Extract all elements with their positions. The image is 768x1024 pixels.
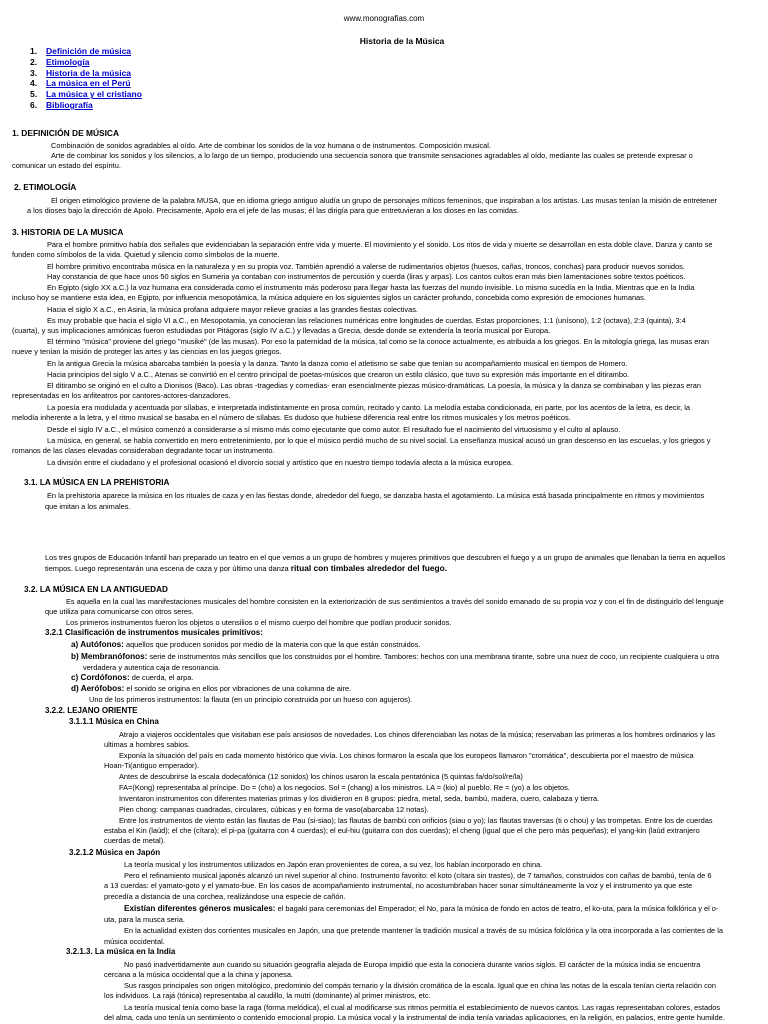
line-text: aquellos que producen sonidos por medio de la materia con que la que están construidos.	[123, 640, 421, 649]
paragraph-line	[71, 640, 421, 649]
toc-item	[30, 68, 142, 79]
line-text: serie de instrumentos más sencillos que los construidos por el hombre. Tambores: hechos con una membrana tirante, sobre una nuez de coco, un recipiente cualquiera u otra	[147, 652, 720, 661]
paragraph-line: música occidental.	[104, 937, 165, 946]
paragraph-line: uta, para la musca seria.	[104, 915, 185, 924]
page-title: Historia de la Música	[359, 36, 445, 46]
paragraph-line: verdadera y autentica caja de resonancia.	[83, 663, 221, 672]
paragraph-line: Los tres grupos de Educación Infantil han preparado un teatro en el que vemos a un grupo de hombres y mujeres primitivos que descubren el fuego y a un grupo de animales que llenaban la tierra en aquellos	[45, 553, 726, 562]
paragraph-line: Sus rasgos principales son origen mitológico, predominio del compás ternario y la división cromática de la escala. Igual que en china las notas de la escala tenían cierta relación con	[124, 981, 716, 990]
paragraph-line: Combinación de sonidos agradables al oído. Arte de combinar los sonidos de la voz humana o de instrumentos. Composición musical.	[51, 141, 491, 150]
section-heading: 3. HISTORIA DE LA MUSICA	[12, 227, 124, 237]
toc-item	[30, 78, 142, 89]
paragraph-line: Inventaron instrumentos con diferentes materias primas y los dividieron en 8 grupos: piedra, metal, seda, bambú, madera, cuero, calabaza y tierra.	[119, 794, 600, 803]
paragraph-line: Atrajo a viajeros occidentales que visitaban ese país ansiosos de novedades. Los chinos diferenciaban las notas de la música; reservaban las primeras a los hombres ordinarios y las	[119, 730, 716, 739]
paragraph-line: Entre los instrumentos de viento están las flautas de Pau (si-siao); las flautas de bambú con orificios (siau o yo); las flautas traversas (ti o chou) y las trompetas. Entre los de cuerdas	[119, 816, 713, 825]
line-text: el bagaki para ceremonias del Emperador; el No, para la música de fondo en actos de teatro, el ko-uta, para la música folklórica y el o-	[275, 904, 719, 913]
bold-phrase: Existían diferentes géneros musicales:	[124, 904, 276, 913]
site-url: www.monografias.com	[343, 14, 425, 23]
toc-number: 2.	[30, 56, 38, 67]
section-heading: 1. DEFINICIÓN DE MÚSICA	[12, 128, 120, 138]
paragraph-line: Antes de descubrirse la escala dodecafónica (12 sonidos) los chinos usaron la escala pentatónica (5 quintas fa/do/sol/re/la)	[119, 772, 523, 781]
paragraph-line: melodía inherente a la letra, y el ritmo musical se basaba en el número de sílabas. Es dudoso que hubiese diferencia real entre los ritmos musicales y los metros poéticos.	[12, 413, 571, 422]
toc-link[interactable]: Historia de la música	[46, 67, 132, 78]
paragraph-line: La división entre el ciudadano y el profesional ocasionó el divorcio social y artístico que en nuestro tiempo todavía afecta a la música europea.	[47, 458, 513, 467]
toc-link[interactable]: Etimología	[46, 56, 90, 67]
paragraph-line: El ditirambo se originó en el culto a Dionisos (Baco). Las obras -tragedias y comedias- eran esencialmente piezas músico-dramáticas. La poesía, la música y la danza se combinaban y las piezas eran	[47, 381, 701, 390]
paragraph-line: ultimas a hombres sabios.	[104, 740, 190, 749]
paragraph-line: En la prehistoria aparece la música en los rituales de caza y en las fiestas donde, alrededor del fuego, se danzaba hasta el agotamiento. La música está basada principalmente en ritmos y movimientos	[47, 491, 705, 500]
paragraph-line: que utiliza para comunicarse con otros seres.	[45, 607, 194, 616]
paragraph-line	[124, 904, 718, 913]
bold-phrase: c) Cordófonos:	[71, 673, 130, 682]
paragraph-line: En la antigua Grecia la música abarcaba también la poesía y la danza. Tanto la danza como el atletismo se sabe que tenían su acompañamiento musical en tiempos de Homero.	[47, 359, 628, 368]
paragraph-line: Desde el siglo IV a.C., el músico comenzó a considerarse a sí mismo más como ejecutante que como autor. El resultado fue el nacimiento del virtuosismo y el culto al aplauso.	[47, 425, 621, 434]
paragraph-line: Es muy probable que hacia el siglo VI a.C., en Mesopotamia, ya conocieran las relaciones numéricas entre longitudes de cuerdas. Estas proporciones, 1:1 (unísono), 1:2 (octava), 2:3 (quinta), 3:4	[47, 316, 686, 325]
toc-item	[30, 46, 142, 57]
paragraph-line: En la actualidad existen dos corrientes musicales en Japón, una que pretende mantener la tradición musical a través de su música folclórica y la otra incorporada a las corrientes de la	[124, 926, 723, 935]
paragraph-line: Arte de combinar los sonidos y los silencios, a lo largo de un tiempo, produciendo una secuencia sonora que transmite sensaciones agradables al oído, mediante las cuales se pretende expresar o	[51, 151, 693, 160]
line-text: tiempos. Luego representarán una escena de caza y por último una danza	[45, 564, 291, 573]
paragraph-line: En Egipto (siglo XX a.C.) la voz humana era considerada como el instrumento más poderoso para llegar hasta las fuerzas del mundo invisible. Lo mismo sucedía en la India. Mientras que en la India	[47, 283, 695, 292]
paragraph-line: FA=(Kong) representaba al príncipe. Do = (cho) a los negocios. Sol = (chang) a los ministros. LA = (kio) al pueblo. Re = (yo) a los objetos.	[119, 783, 570, 792]
paragraph-line: La poesía era modulada y acentuada por sílabas, e interpretada indistintamente en prosa común, recitado y canto. La melodía estaba condicionada, en parte, por los acentos de la letra, es decir, la	[47, 403, 690, 412]
paragraph-line: estaba el Kin (laúd); el che (cítara); el pi-pa (guitarra con 4 cuerdas); el eul-hiu (guitarra con dos cuerdas); el cheng (igual que el che pero más pequeñas); el yang-kin (laúd extranjero	[104, 826, 700, 835]
paragraph-line: (cuarta), y sus implicaciones armónicas fueron estudiadas por Pitágoras (siglo IV a.C.) y llevadas a Grecia, desde donde se extendería la teoría musical por Europa.	[12, 326, 551, 335]
paragraph-line: La teoría musical tenía como base la raga (forma melódica), el cual al modificarse sus ritmos permitía el establecimiento de nuevos cantos. Las ragas representaban colores, estados	[124, 1003, 721, 1012]
paragraph-line: representadas en los anfiteatros por cantores-actores-danzadores.	[12, 391, 231, 400]
toc-link[interactable]: Definición de música	[46, 46, 132, 56]
paragraph-line: Es aquella en la cual las manifestaciones musicales del hombre consisten en la exteriorización de sus sentimientos a través del sonido emanado de su propia voz y con el fin de distinguirlo del lenguaje	[66, 597, 724, 606]
paragraph-line: Hoan-Ti(antiguo emperador).	[104, 761, 200, 770]
section-heading: 3.2. LA MÚSICA EN LA ANTIGUEDAD	[24, 585, 168, 594]
paragraph-line: No pasó inadvertidamente aun cuando su situación geografía alejada de Europa impidió que esta la conociera durante varios siglos. El carácter de la música india se encuentra	[124, 960, 701, 969]
section-heading: 3.1. LA MÚSICA EN LA PREHISTORIA	[24, 478, 170, 487]
table-of-contents	[30, 46, 142, 111]
paragraph-line: del alma, cada uno tenía un sentimiento o contenido emocional propio. La música vocal y la instrumental de india tenía variadas aplicaciones, en la religión, en palacios, entre gente humilde.	[104, 1013, 725, 1022]
section-heading: 3.2.2. LEJANO ORIENTE	[45, 706, 138, 715]
section-heading: 3.2.1.3. La música en la India	[66, 947, 176, 956]
toc-number: 4.	[30, 78, 38, 89]
paragraph-line: precedía a distancia de una corchea, realizándose una especie de cañón.	[104, 892, 346, 901]
paragraph-line: Hay constancia de que hace unos 50 siglos en Sumeria ya contaban con instrumentos de percusión y cuerda (liras y arpas). Los cantos cultos eran más bien lamentaciones sobre textos poéticos.	[47, 272, 686, 281]
paragraph-line: Exponía la situación del país en cada momento histórico que vivía. Los chinos formaron la escala que los europeos llamaron "cromática", descubierta por el maestro de música	[119, 751, 694, 760]
bold-phrase: d) Aerófobos:	[71, 684, 125, 693]
paragraph-line	[71, 673, 193, 682]
toc-number: 5.	[30, 89, 38, 100]
paragraph-line: incluso hoy se mantiene esta idea, en Egipto, por influencia mesopotámica, la música adquiere en los siguientes siglos un carácter profundo, concebida como expresión de emociones humanas.	[12, 293, 646, 302]
toc-link[interactable]: La música en el Perú	[46, 78, 131, 89]
paragraph-line: romanos de las clases elevadas consideraban degradante tocar un instrumento.	[12, 446, 275, 455]
paragraph-line: los individuos. La rajá (tónica) representaba al caudillo, la mutri (dominante) al primer ministros, etc.	[104, 991, 431, 1000]
line-text: de cuerda, el arpa.	[129, 673, 194, 682]
bold-phrase: b) Membranófonos:	[71, 652, 148, 661]
toc-link[interactable]: Bibliografía	[46, 99, 93, 110]
paragraph-line: Hacia el siglo X a.C., en Asiria, la música profana adquiere mayor relieve gracias a las grandes fiestas colectivas.	[47, 305, 418, 314]
paragraph-line: Pero el refinamiento musical japonés alcanzó un nivel superior al chino. Instrumento favorito: el koto (cítara sin trastes), de 7 tamaños, construidos con cañas de bambú, tenía de 6	[124, 871, 712, 880]
paragraph-line: Los primeros instrumentos fueron los objetos o utensilios o el mismo cuerpo del hombre que podían producir sonidos.	[66, 618, 452, 627]
toc-number: 1.	[30, 46, 38, 56]
paragraph-line	[71, 684, 351, 693]
paragraph-line	[45, 564, 447, 573]
section-heading: 2. ETIMOLOGÍA	[14, 182, 77, 192]
paragraph-line: El término "música" proviene del griego "musiké" (de las musas). Por eso la paternidad de la música, tal como se la conoce actualmente, es atribuida a los griegos. En la mitología griega, las musas eran	[47, 337, 710, 346]
bold-phrase: a) Autófonos:	[71, 640, 124, 649]
paragraph-line: La música, en general, se había convertido en mero entretenimiento, por lo que el músico perdió mucho de su nivel social. La enseñanza musical acusó un gran descenso en las escuelas, y los griegos y	[47, 436, 711, 445]
toc-item	[30, 100, 142, 111]
paragraph-line: Uno de los primeros instrumentos: la flauta (en un principio construida por un hueso con agujeros).	[89, 695, 413, 704]
paragraph-line: cercana a la música occidental que a la china y japonesa.	[104, 970, 293, 979]
paragraph-line: Para el hombre primitivo había dos señales que evidenciaban la separación entre vida y muerte. El movimiento y el sonido. Los ritos de vida y muerte se desarrollan en esta doble clave. Danza y canto se	[47, 240, 713, 249]
paragraph-line: funden como símbolos de la vida. Quietud y silencio como símbolos de la muerte.	[12, 250, 280, 259]
section-heading: 3.2.1 Clasificación de instrumentos musicales primitivos:	[45, 628, 263, 637]
line-text: el sonido se origina en ellos por vibraciones de una columna de aire.	[124, 684, 352, 693]
bold-phrase: ritual con timbales alrededor del fuego.	[290, 563, 448, 573]
paragraph-line: que imitan a los animales.	[45, 502, 131, 511]
paragraph-line: a 13 cuerdas: el yamato-goto y el yamato-bue. En los casos de acompañamiento instrumental, no acostumbraban hacer sonar simultáneamente la voz y el instrumento ya que este	[104, 881, 693, 890]
section-heading: 3.2.1.2 Música en Japón	[69, 848, 161, 857]
toc-number: 3.	[30, 67, 38, 78]
paragraph-line: a los dioses bajo la dirección de Apolo. Precisamente, Apolo era el jefe de las musas; él las dirigía para que entretuvieran a los dioses en las comidas.	[27, 206, 519, 215]
paragraph-line: La teoría musical y los instrumentos utilizados en Japón eran provenientes de corea, a su vez, los habían incorporado en china.	[124, 860, 543, 869]
paragraph-line: Hacia principios del siglo V a.C., Atenas se convirtió en el centro principal de poetas-músicos que crearon un estilo clásico, que tuvo su expresión más importante en el ditirambo.	[47, 370, 630, 379]
paragraph-line: El hombre primitivo encontraba música en la naturaleza y en su propia voz. También aprendió a valerse de rudimentarios objetos (huesos, cañas, troncos, conchas) para producir nuevos sonidos.	[47, 262, 685, 271]
paragraph-line: comunicar un estado del espíritu.	[12, 161, 121, 170]
paragraph-line: Pien chong: campanas cuadradas, circulares, cúbicas y en forma de vaso(abarcaba 12 notas).	[119, 805, 429, 814]
toc-item	[30, 89, 142, 100]
toc-item	[30, 57, 142, 68]
section-heading: 3.1.1.1 Música en China	[69, 717, 159, 726]
paragraph-line: cuerdas de metal).	[104, 836, 166, 845]
paragraph-line	[71, 652, 719, 661]
paragraph-line: El origen etimológico proviene de la palabra MUSA, que en idioma griego antiguo aludía un grupo de personajes míticos femeninos, que inspiraban a los artistas. Las musas tenían la misión de entretener	[51, 196, 717, 205]
toc-number: 6.	[30, 99, 38, 110]
toc-link[interactable]: La música y el cristiano	[46, 89, 142, 100]
paragraph-line: nueve y tenían la misión de proteger las artes y las ciencias en los juegos griegos.	[12, 347, 282, 356]
